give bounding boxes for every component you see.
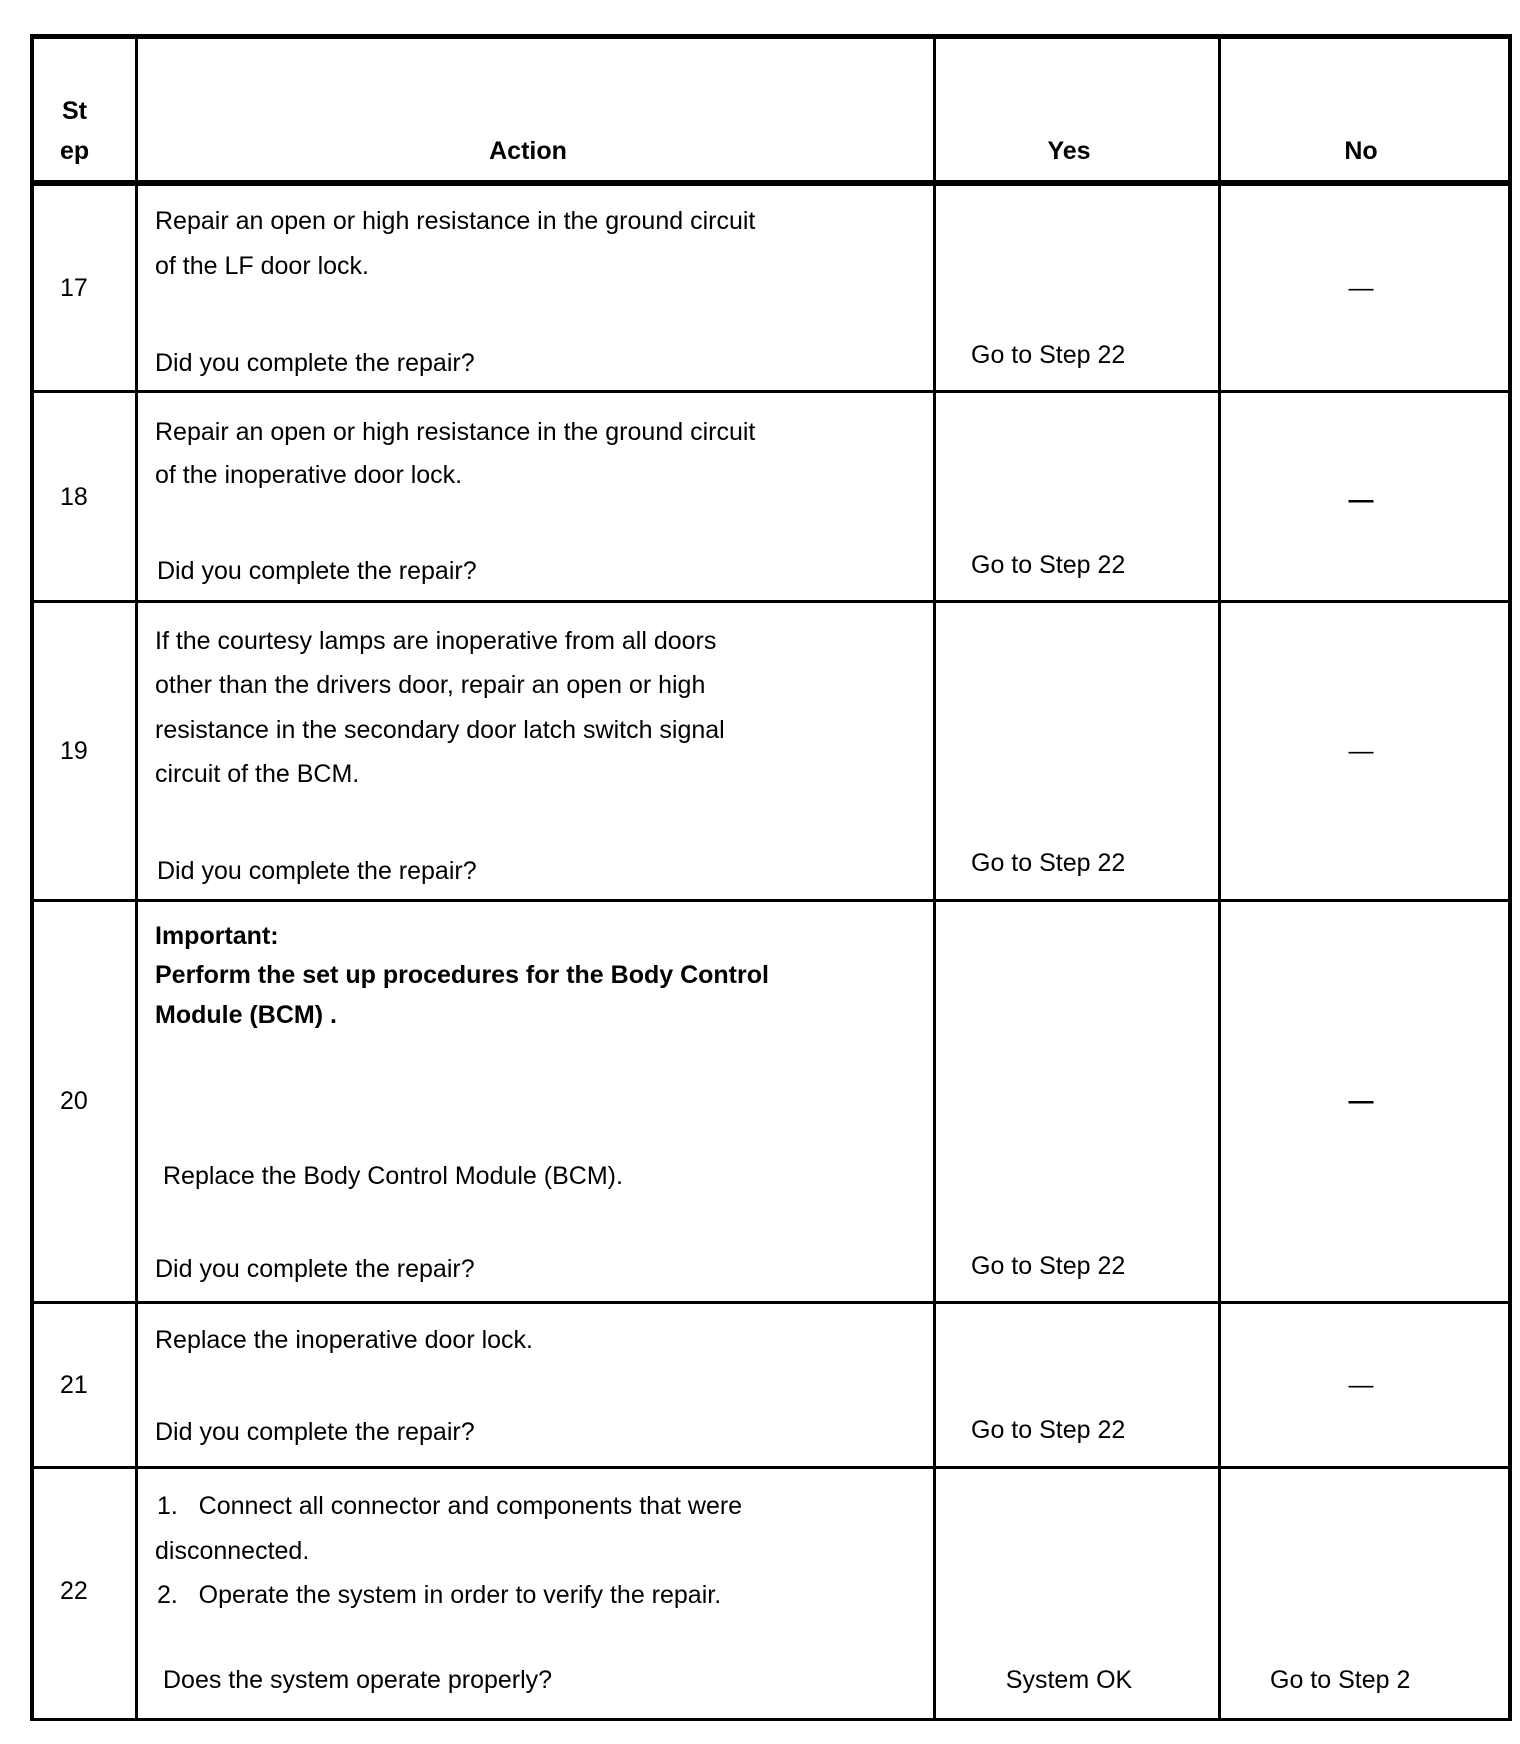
table-border-right — [1508, 34, 1512, 1721]
step-number: 22 — [60, 1577, 88, 1605]
action-text: 2. Operate the system in order to verify the repair. — [157, 1581, 722, 1609]
action-question: Did you complete the repair? — [155, 1255, 475, 1283]
action-question: Did you complete the repair? — [157, 857, 477, 885]
important-text: Perform the set up procedures for the Body Control — [155, 961, 769, 989]
row-divider — [30, 600, 1512, 603]
no-result: Go to Step 2 — [1270, 1666, 1411, 1694]
header-yes: Yes — [1047, 137, 1091, 165]
no-result: — — [1348, 1371, 1374, 1399]
column-divider — [933, 34, 936, 1721]
action-text: 1. Connect all connector and components that were — [157, 1492, 743, 1520]
header-action: Action — [489, 137, 567, 165]
step-number: 21 — [60, 1371, 88, 1399]
yes-result: Go to Step 22 — [971, 341, 1126, 369]
row-divider — [30, 1301, 1512, 1304]
step-number: 19 — [60, 737, 88, 765]
action-text: Replace the inoperative door lock. — [155, 1326, 534, 1354]
action-text: Repair an open or high resistance in the ground circuit — [155, 207, 756, 235]
row-divider — [30, 1466, 1512, 1469]
column-divider — [1218, 34, 1221, 1721]
no-result: — — [1348, 737, 1374, 765]
yes-result: Go to Step 22 — [971, 1252, 1126, 1280]
no-result: — — [1348, 486, 1374, 514]
row-divider — [30, 899, 1512, 902]
step-number: 18 — [60, 483, 88, 511]
table-border-left — [30, 34, 34, 1721]
yes-result: Go to Step 22 — [971, 849, 1126, 877]
important-label: Important: — [155, 922, 279, 950]
action-text: circuit of the BCM. — [155, 760, 360, 788]
action-text: disconnected. — [155, 1537, 310, 1565]
action-question: Did you complete the repair? — [155, 1418, 475, 1446]
no-result: — — [1348, 1087, 1374, 1115]
step-number: 17 — [60, 274, 88, 302]
important-text: Module (BCM) . — [155, 1001, 337, 1029]
no-result: — — [1348, 274, 1374, 302]
action-text: Replace the Body Control Module (BCM). — [163, 1162, 623, 1190]
header-step: St — [62, 97, 87, 125]
row-divider — [30, 390, 1512, 393]
header-step: ep — [60, 137, 90, 165]
yes-result: Go to Step 22 — [971, 1416, 1126, 1444]
table-border-bottom — [30, 1718, 1512, 1721]
action-text: other than the drivers door, repair an open or high — [155, 671, 706, 699]
action-text: If the courtesy lamps are inoperative from all doors — [155, 627, 717, 655]
action-text: of the inoperative door lock. — [155, 461, 463, 489]
action-text: resistance in the secondary door latch switch signal — [155, 716, 725, 744]
step-number: 20 — [60, 1087, 88, 1115]
column-divider — [135, 34, 138, 1721]
yes-result: Go to Step 22 — [971, 551, 1126, 579]
action-question: Did you complete the repair? — [155, 349, 475, 377]
action-question: Did you complete the repair? — [157, 557, 477, 585]
header-no: No — [1344, 137, 1378, 165]
action-text: of the LF door lock. — [155, 252, 370, 280]
table-border-top — [30, 34, 1512, 39]
action-question: Does the system operate properly? — [163, 1666, 553, 1694]
yes-result: System OK — [1005, 1666, 1133, 1694]
action-text: Repair an open or high resistance in the ground circuit — [155, 418, 756, 446]
header-divider — [30, 180, 1512, 186]
